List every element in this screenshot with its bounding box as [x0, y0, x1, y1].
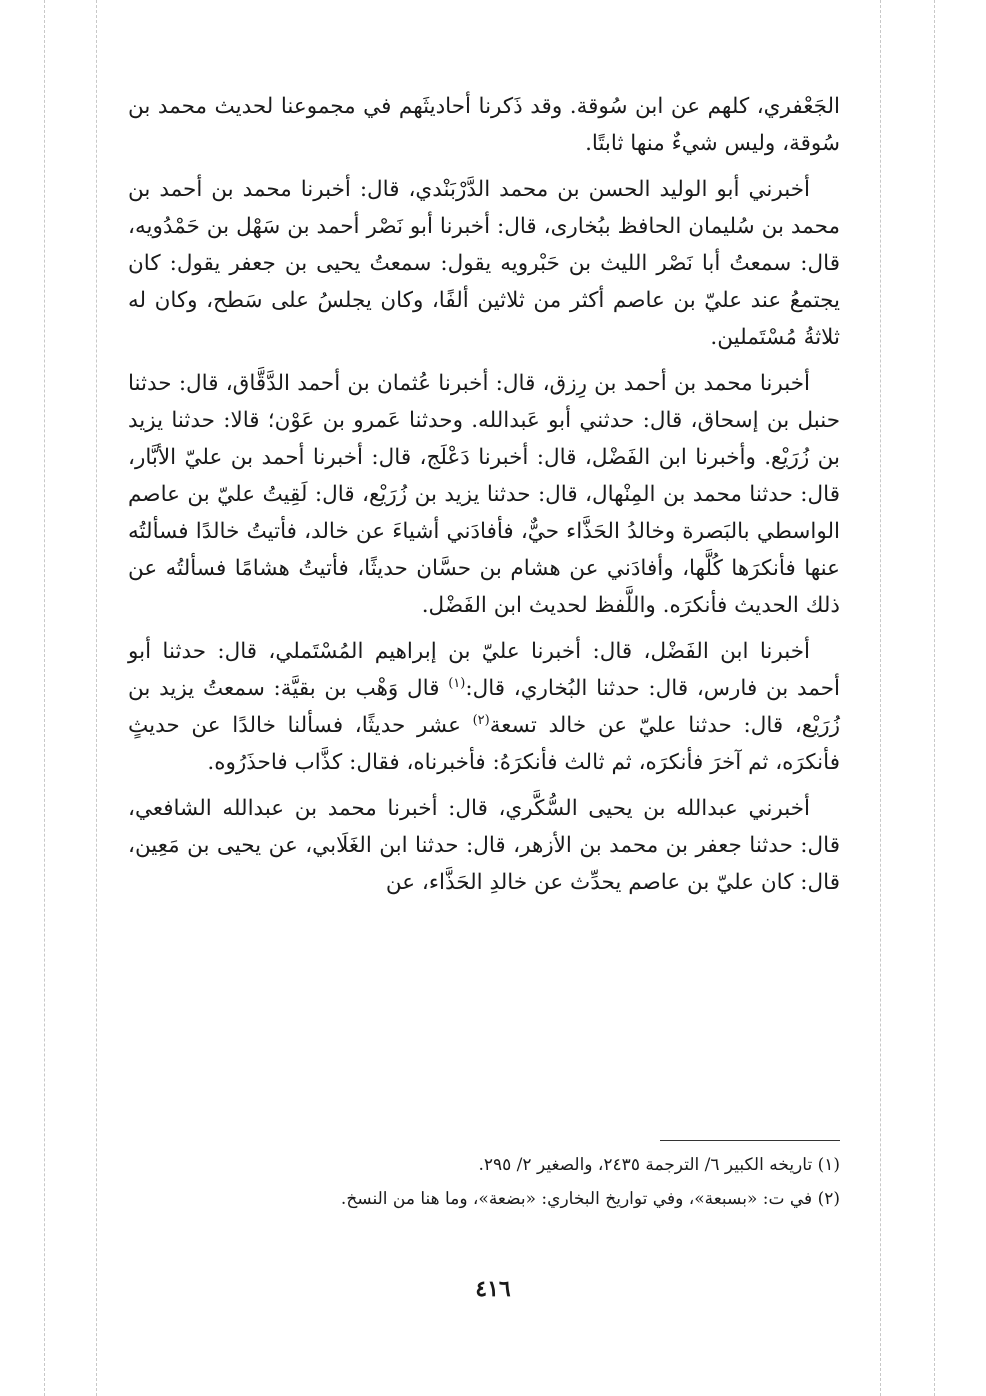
paragraph-segment: أخبرنا ابن الفَضْل، قال: أخبرنا عليّ بن إبراهيم المُسْتَملي، قال: حدثنا أبو أحمد بن فارس، قال: حدثنا البُخاري، قال:: [128, 639, 840, 701]
page-number: ٤١٦: [475, 1276, 511, 1302]
scan-guide-line: [44, 0, 45, 1396]
paragraph: أخبرني عبدالله بن يحيى السُّكَّري، قال: أخبرنا محمد بن عبدالله الشافعي، قال: حدثنا جعفر بن محمد بن الأزهر، قال: حدثنا ابن الغَلَابي، عن يحيى بن مَعِين، قال: كان عليّ بن عاصم يحدِّث عن خالدِ الحَذَّاء، عن: [128, 796, 840, 895]
footnote: (٢) في ت: «بسبعة»، وفي تواريخ البخاري: «بضعة»، وما هنا من النسخ.: [340, 1189, 840, 1209]
scan-guide-line: [934, 0, 935, 1396]
paragraph: [128, 633, 840, 781]
paragraph: أخبرنا محمد بن أحمد بن رِزق، قال: أخبرنا عُثمان بن أحمد الدَّقَّاق، قال: حدثنا حنبل بن إسحاق، قال: حدثني أبو عَبدالله. وحدثنا عَمرو بن عَوْن؛ قالا: حدثنا يزيد بن زُرَيْع. وأخبرنا ابن الفَضْل، قال: أخبرنا دَعْلَج، قال: أخبرنا أحمد بن عليّ الأبَّار، قال: حدثنا محمد بن المِنْهال، قال: حدثنا يزيد بن زُرَيْع، قال: لَقِيتُ عليّ بن عاصم الواسطي بالبَصرة وخالدُ الحَذَّاء حيٌّ، فأفادَني أشياءَ عن خالد، فأتيتُ خالدًا فسألتُه عنها فأنكرَها كُلَّها، وأفادَني عن هشام بن حسَّان حديثًا، فأتيتُ هشامًا فسألتُه عن ذلك الحديث فأنكرَه. واللَّفظ لحديث ابن الفَضْل.: [128, 371, 840, 618]
footnote-ref: (٢): [472, 712, 490, 728]
main-text: [128, 88, 840, 910]
paragraph: الجَعْفري، كلهم عن ابن سُوقة. وقد ذَكرنا أحاديثَهم في مجموعنا لحديث محمد بن سُوقة، وليس شيءٌ منها ثابتًا.: [128, 94, 840, 156]
footnote-separator: [660, 1140, 840, 1141]
paragraph-segment: عشر حديثًا، فسألنا خالدًا عن حديثٍ فأنكرَه، ثم آخرَ فأنكرَه، ثم ثالث فأنكرَهُ: فأخبرناه، فقال: كذَّاب فاحذَرُوه.: [128, 713, 840, 775]
paragraph: أخبرني أبو الوليد الحسن بن محمد الدَّرْبَنْدي، قال: أخبرنا محمد بن أحمد بن محمد بن سُليمان الحافظ ببُخارى، قال: أخبرنا أبو نَصْر أحمد بن سَهْل بن حَمْدُويه، قال: سمعتُ أبا نَصْر الليث بن حَبْرويه يقول: سمعتُ يحيى بن جعفر يقول: كان يجتمعُ عند عليّ بن عاصم أكثر من ثلاثين ألفًا، وكان يجلسُ على سَطح، وكان له ثلاثةُ مُسْتَملين.: [128, 177, 840, 350]
footnote-ref: (١): [448, 675, 466, 691]
footnotes: [128, 1148, 840, 1216]
paragraph-segment: قال وَهْب بن بقيَّة: سمعتُ يزيد بن زُرَيْع، قال: حدثنا عليّ عن خالد تسعة: [128, 676, 841, 738]
scan-guide-line: [96, 0, 97, 1396]
footnote: (١) تاريخه الكبير ٦/ الترجمة ٢٤٣٥، والصغير ٢/ ٢٩٥.: [478, 1155, 840, 1175]
scan-guide-line: [880, 0, 881, 1396]
